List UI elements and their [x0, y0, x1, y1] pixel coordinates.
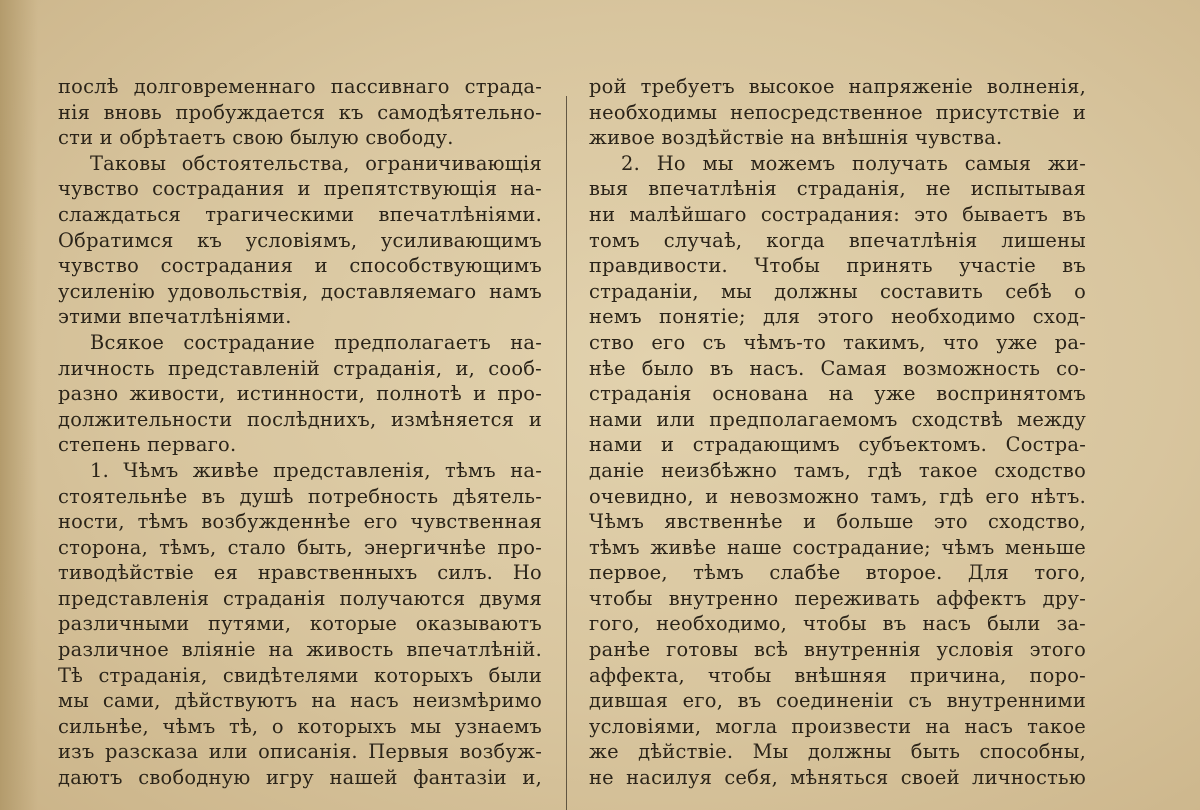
text-line: различное вліяніе на живость впечатлѣній.	[58, 638, 542, 662]
text-line: личность представленій страданія, и, сооб-	[58, 356, 542, 380]
left-text-column	[58, 74, 542, 791]
text-line: ранѣе готовы всѣ внутреннія условія этого	[589, 638, 1086, 662]
text-line: необходимы непосредственное присутствіе и	[589, 100, 1086, 124]
text-line: дившая его, въ соединеніи съ внутренними	[589, 689, 1086, 713]
text-line: Чѣмъ явственнѣе и больше это сходство,	[589, 510, 1086, 534]
text-line: ни малѣйшаго сострадания: это бываетъ въ	[589, 202, 1086, 226]
text-line: нами или предполагаемомъ сходствѣ между	[589, 407, 1086, 431]
text-line: стоятельнѣе въ душѣ потребность дѣятель-	[58, 484, 542, 508]
text-line: чувство сострадания и препятствующія на-	[58, 177, 542, 201]
text-line: сильнѣе, чѣмъ тѣ, о которыхъ мы узнаемъ	[58, 714, 542, 738]
text-line: мы сами, дѣйствуютъ на насъ неизмѣримо	[58, 689, 542, 713]
text-line: 2. Но мы можемъ получать самыя жи-	[621, 151, 1086, 175]
text-line: выя впечатлѣнія страданія, не испытывая	[589, 177, 1086, 201]
text-line: не насилуя себя, мѣняться своей личностью	[589, 766, 1086, 790]
text-line: рой требуетъ высокое напряженіе волненія,	[589, 75, 1086, 98]
text-line: послѣ долговременнаго пассивнаго страда-	[58, 75, 542, 98]
text-line: изъ разсказа или описанія. Первыя возбуж-	[58, 740, 542, 764]
text-line: гого, необходимо, чтобы въ насъ были за-	[589, 612, 1086, 636]
text-line: чтобы внутренно переживать аффектъ дру-	[589, 586, 1086, 610]
text-line: даютъ свободную игру нашей фантазіи и,	[58, 766, 542, 790]
text-line: слаждаться трагическими впечатлѣніями.	[58, 202, 542, 226]
text-line: аффекта, чтобы внѣшняя причина, поро-	[589, 663, 1086, 687]
text-line: нѣе было въ насъ. Самая возможность со-	[589, 356, 1086, 380]
text-line: томъ случаѣ, когда впечатлѣнія лишены	[589, 228, 1086, 252]
text-line: же дѣйствіе. Мы должны быть способны,	[589, 740, 1086, 764]
text-line: Обратимся къ условіямъ, усиливающимъ	[58, 228, 542, 252]
text-line: Всякое сострадание предполагаетъ на-	[90, 330, 542, 354]
text-line: этими впечатлѣніями.	[58, 305, 292, 329]
text-line: первое, тѣмъ слабѣе второе. Для того,	[589, 561, 1086, 585]
text-line: чувство сострадания и способствующимъ	[58, 254, 542, 278]
column-divider	[566, 96, 567, 810]
text-line: страданіи, мы должны составить себѣ о	[589, 279, 1086, 303]
text-line: даніе неизбѣжно тамъ, гдѣ такое сходство	[589, 458, 1086, 482]
text-line: должительности послѣднихъ, измѣняется и	[58, 407, 542, 431]
text-line: разно живости, истинности, полнотѣ и про-	[58, 382, 542, 406]
text-line: ство его съ чѣмъ-то такимъ, что уже ра-	[589, 330, 1086, 354]
text-line: усиленію удовольствія, доставляемаго намъ	[58, 279, 542, 303]
text-line: сторона, тѣмъ, стало быть, энергичнѣе про-	[58, 535, 542, 559]
page-edge-shadow	[0, 0, 38, 810]
text-line: сти и обрѣтаетъ свою былую свободу.	[58, 126, 454, 150]
text-line: очевидно, и невозможно тамъ, гдѣ его нѣтъ.	[589, 484, 1086, 508]
text-line: нами и страдающимъ субъектомъ. Состра-	[589, 433, 1086, 457]
text-line: немъ понятіе; для этого необходимо сход-	[589, 305, 1086, 329]
text-line: различными путями, которые оказываютъ	[58, 612, 542, 636]
right-text-column	[589, 74, 1086, 791]
text-line: страданія основана на уже воспринятомъ	[589, 382, 1086, 406]
text-line: Таковы обстоятельства, ограничивающія	[90, 151, 542, 175]
text-line: ности, тѣмъ возбужденнѣе его чувственная	[58, 510, 542, 534]
text-line: правдивости. Чтобы принять участіе въ	[589, 254, 1086, 278]
text-line: степень перваго.	[58, 433, 237, 457]
text-line: 1. Чѣмъ живѣе представленія, тѣмъ на-	[90, 458, 542, 482]
text-line: условіями, могла произвести на насъ такое	[589, 714, 1086, 738]
text-line: живое воздѣйствіе на внѣшнія чувства.	[589, 126, 1003, 150]
text-line: Тѣ страданія, свидѣтелями которыхъ были	[58, 663, 542, 687]
text-line: тиводѣйствіе ея нравственныхъ силъ. Но	[58, 561, 542, 585]
text-line: тѣмъ живѣе наше сострадание; чѣмъ меньше	[589, 535, 1086, 559]
text-line: представленія страданія получаются двумя	[58, 586, 542, 610]
text-line: нія вновь пробуждается къ самодѣятельно-	[58, 100, 542, 124]
